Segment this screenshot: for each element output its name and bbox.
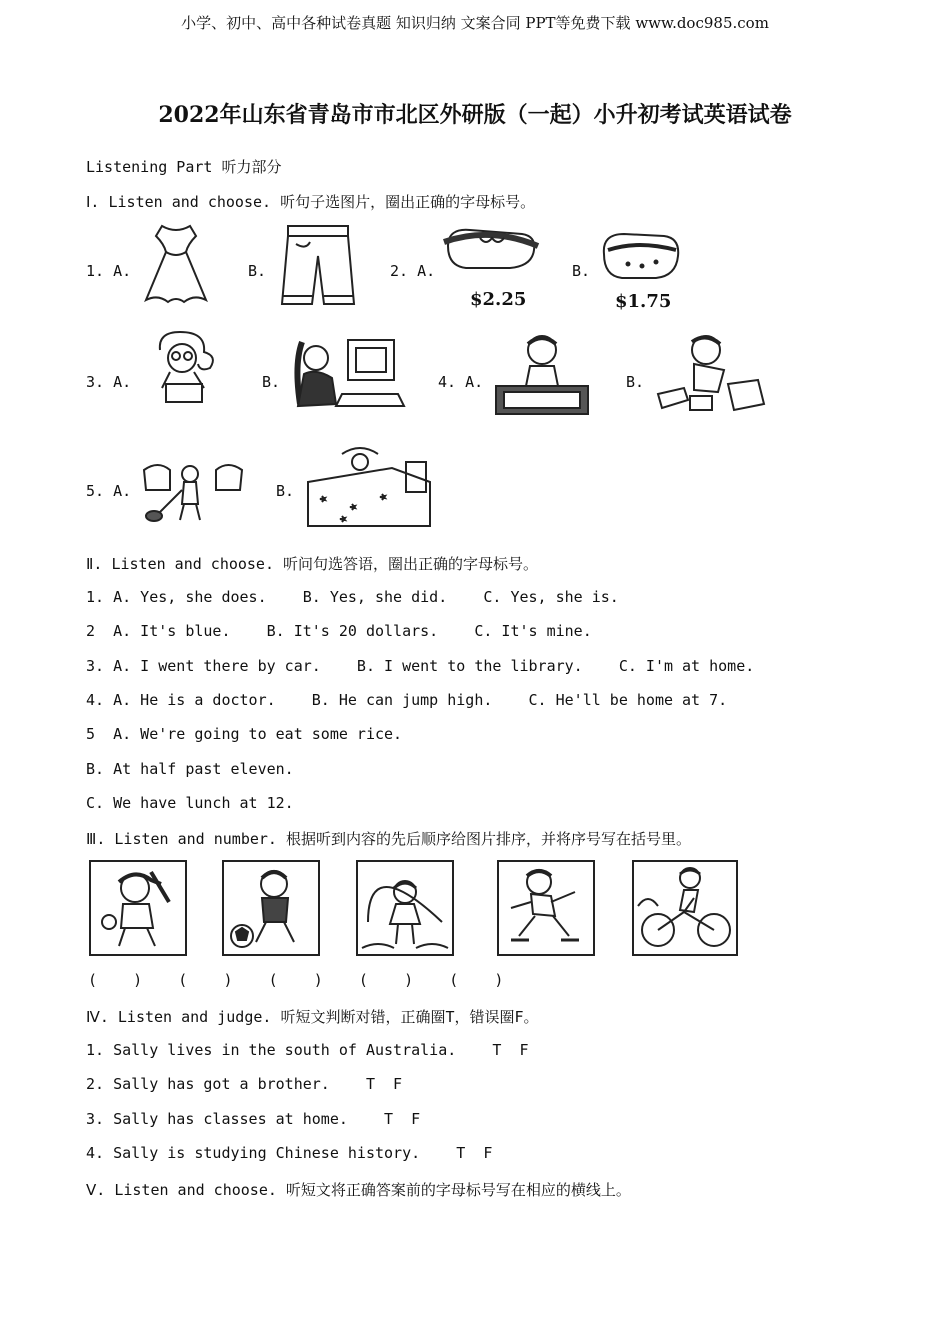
girl-reading-picture	[140, 328, 226, 410]
s4-line-2: 2. Sally has got a brother. T F	[86, 1075, 403, 1093]
dress-picture	[136, 222, 216, 308]
s2-line-4: 4. A. He is a doctor. B. He can jump high. C. He'll be home at 7.	[86, 691, 728, 709]
s4-line-1: 1. Sally lives in the south of Australia. T F	[86, 1041, 529, 1059]
q1-label-a: 1. A.	[86, 262, 132, 280]
price-b: $1.75	[615, 291, 672, 312]
computer-picture	[292, 334, 410, 414]
s4-line-3: 3. Sally has classes at home. T F	[86, 1110, 421, 1128]
football-boy-picture	[222, 860, 320, 956]
hotdog-picture-b	[598, 226, 682, 286]
baseball-boy-picture	[89, 860, 187, 956]
skating-boy-picture	[497, 860, 595, 956]
section5-heading: Ⅴ. Listen and choose. 听短文将正确答案前的字母标号写在相应的横线上。	[86, 1181, 631, 1199]
page-title: 2022年山东省青岛市市北区外研版（一起）小升初考试英语试卷	[158, 102, 792, 128]
s2-line-7: C. We have lunch at 12.	[86, 794, 294, 812]
jump-rope-girl-picture	[356, 860, 454, 956]
q5-label-b: B.	[276, 482, 295, 500]
answer-brackets[interactable]: ( ) ( ) ( ) ( ) ( )	[88, 971, 504, 989]
trousers-picture	[276, 222, 362, 310]
site-header: 小学、初中、高中各种试卷真题 知识归纳 文案合同 PPT等免费下载 www.doc985.com	[181, 14, 769, 32]
section2-heading: Ⅱ. Listen and choose. 听问句选答语，圈出正确的字母标号。	[86, 555, 539, 573]
q4-label-b: B.	[626, 373, 645, 391]
s2-line-5: 5 A. We're going to eat some rice.	[86, 725, 403, 743]
cycling-girl-picture	[632, 860, 738, 956]
price-a: $2.25	[470, 289, 527, 310]
boy-sandbox-picture	[492, 330, 592, 416]
s2-line-3: 3. A. I went there by car. B. I went to the library. C. I'm at home.	[86, 657, 755, 675]
q3-label-b: B.	[262, 373, 281, 391]
q4-label-a: 4. A.	[438, 373, 484, 391]
girl-bed-picture	[302, 442, 432, 530]
q3-label-a: 3. A.	[86, 373, 132, 391]
q2-label-a: 2. A.	[390, 262, 436, 280]
section3-heading: Ⅲ. Listen and number. 根据听到内容的先后顺序给图片排序，并将序号写在括号里。	[86, 830, 691, 848]
s2-line-6: B. At half past eleven.	[86, 760, 294, 778]
section1-heading: Ⅰ. Listen and choose. 听句子选图片，圈出正确的字母标号。	[86, 193, 536, 211]
q1-label-b: B.	[248, 262, 267, 280]
s4-line-4: 4. Sally is studying Chinese history. T F	[86, 1144, 493, 1162]
section4-heading: Ⅳ. Listen and judge. 听短文判断对错，正确圈T，错误圈F。	[86, 1008, 539, 1026]
girl-vacuum-picture	[140, 456, 246, 526]
q2-label-b: B.	[572, 262, 591, 280]
hotdog-picture-a	[440, 216, 540, 286]
s2-line-2: 2 A. It's blue. B. It's 20 dollars. C. It's mine.	[86, 622, 592, 640]
q5-label-a: 5. A.	[86, 482, 132, 500]
s2-line-1: 1. A. Yes, she does. B. Yes, she did. C. Yes, she is.	[86, 588, 619, 606]
boy-books-picture	[654, 330, 768, 418]
listening-part-label: Listening Part 听力部分	[86, 158, 282, 176]
